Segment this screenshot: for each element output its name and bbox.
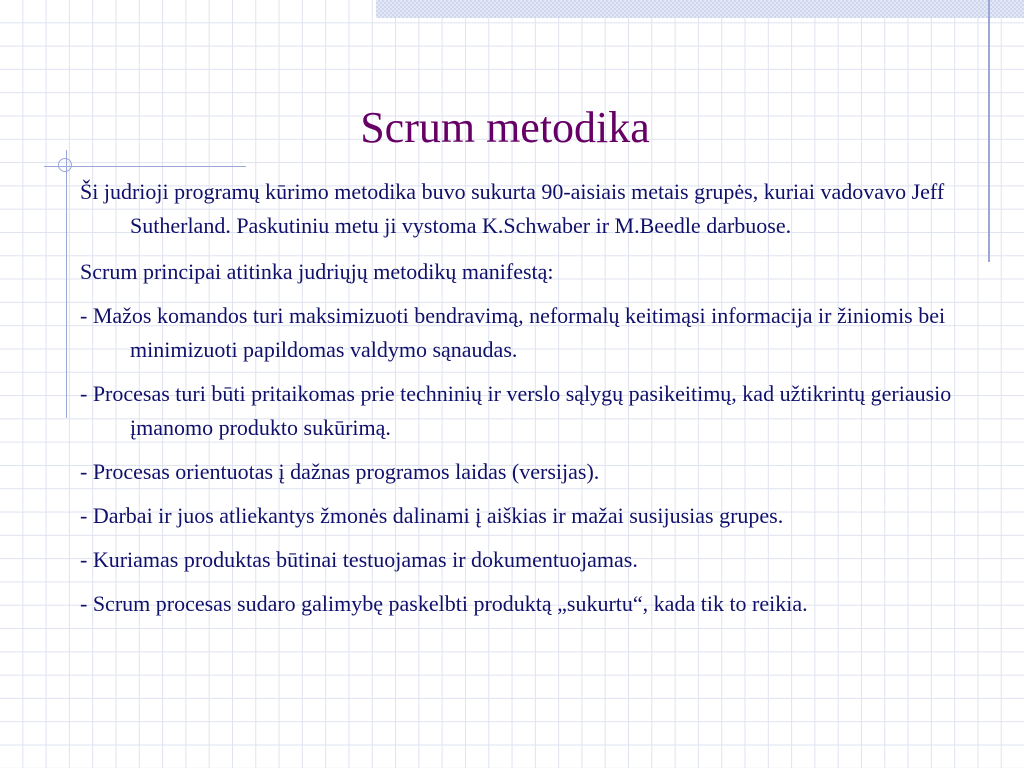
decorative-circle-icon bbox=[58, 158, 72, 172]
slide-body bbox=[80, 175, 1000, 631]
paragraph-intro: Ši judrioji programų kūrimo metodika buvo sukurta 90-aisiais metais grupės, kuriai vadovavo Jeff Sutherland. Paskutiniu metu ji vystoma K.Schwaber ir M.Beedle darbuose. bbox=[80, 179, 945, 238]
decorative-top-band bbox=[376, 0, 1024, 18]
paragraph-principles: Scrum principai atitinka judriųjų metodikų manifestą: bbox=[80, 259, 554, 284]
list-item: - Kuriamas produktas būtinai testuojamas ir dokumentuojamas. bbox=[80, 547, 638, 572]
list-item: - Procesas orientuotas į dažnas programos laidas (versijas). bbox=[80, 459, 600, 484]
list-item: - Mažos komandos turi maksimizuoti bendravimą, neformalų keitimąsi informacija ir žiniomis bei minimizuoti papildomas valdymo sąnaudas. bbox=[80, 303, 946, 362]
list-item: - Scrum procesas sudaro galimybę paskelbti produktą „sukurtu“, kada tik to reikia. bbox=[80, 591, 808, 616]
slide-title: Scrum metodika bbox=[360, 103, 650, 152]
list-item: - Procesas turi būti pritaikomas prie techninių ir verslo sąlygų pasikeitimų, kad užtikrintų geriausio įmanomo produkto sukūrimą. bbox=[80, 381, 952, 440]
list-item: - Darbai ir juos atliekantys žmonės dalinami į aiškias ir mažai susijusias grupes. bbox=[80, 503, 784, 528]
decorative-vertical-line-left bbox=[66, 150, 67, 418]
decorative-horizontal-line bbox=[44, 166, 246, 167]
